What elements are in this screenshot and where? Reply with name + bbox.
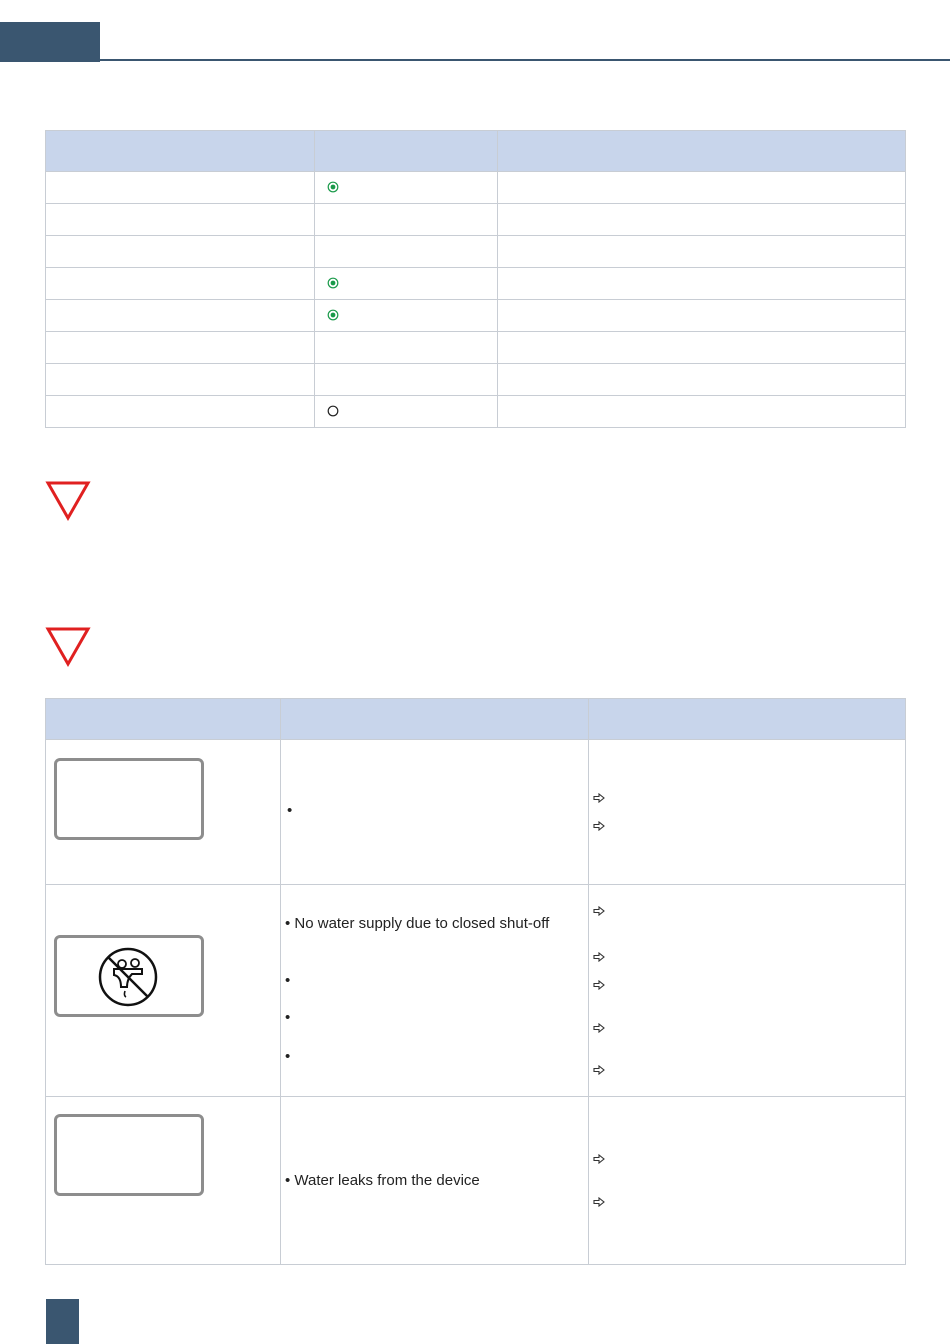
arrow-right-icon xyxy=(593,906,605,916)
table-row xyxy=(46,236,906,268)
cause-cell xyxy=(281,1097,589,1265)
status-cell xyxy=(46,236,315,268)
table-row xyxy=(46,300,906,332)
indicator-cell xyxy=(315,236,498,268)
cause-text: • xyxy=(285,1048,291,1065)
table-row xyxy=(46,204,906,236)
indicator-active-icon xyxy=(327,277,339,289)
status-cell xyxy=(498,236,906,268)
table-row xyxy=(46,885,906,1097)
display-frame xyxy=(54,935,204,1017)
table-row xyxy=(46,332,906,364)
status-cell xyxy=(498,268,906,300)
table-row xyxy=(46,740,906,885)
status-cell xyxy=(46,172,315,204)
arrow-right-icon xyxy=(593,1023,605,1033)
arrow-right-icon xyxy=(593,980,605,990)
table-row xyxy=(46,1097,906,1265)
status-cell xyxy=(46,268,315,300)
table-row xyxy=(46,268,906,300)
table-row xyxy=(46,172,906,204)
table-row xyxy=(46,396,906,428)
warning-triangle-icon xyxy=(45,480,91,522)
indicator-cell xyxy=(315,204,498,236)
header-rule xyxy=(100,59,950,61)
page-number-tab xyxy=(46,1299,79,1344)
table-row xyxy=(46,364,906,396)
status-cell xyxy=(46,332,315,364)
trouble-header-cell xyxy=(46,699,281,740)
display-frame xyxy=(54,758,204,840)
status-cell xyxy=(46,396,315,428)
troubleshooting-table xyxy=(45,698,906,1265)
status-cell xyxy=(46,364,315,396)
troubleshooting-header xyxy=(46,699,906,740)
indicator-cell xyxy=(315,268,498,300)
remedy-cell xyxy=(589,1097,906,1265)
no-water-tap-icon xyxy=(97,947,159,1007)
indicator-cell xyxy=(315,364,498,396)
indicator-active-icon xyxy=(327,309,339,321)
status-cell xyxy=(498,396,906,428)
cause-text: • xyxy=(285,1009,291,1026)
status-table-header xyxy=(46,131,906,172)
cause-cell xyxy=(281,885,589,1097)
arrow-right-icon xyxy=(593,1154,605,1164)
indicator-active-icon xyxy=(327,181,339,193)
status-header-cell xyxy=(498,131,906,172)
cause-text: • Water leaks from the device xyxy=(285,1172,480,1189)
display-cell xyxy=(46,1097,281,1265)
cause-cell xyxy=(281,740,589,885)
arrow-right-icon xyxy=(593,793,605,803)
arrow-right-icon xyxy=(593,1065,605,1075)
display-frame xyxy=(54,1114,204,1196)
warning-triangle-icon xyxy=(45,626,91,668)
arrow-right-icon xyxy=(593,1197,605,1207)
display-cell xyxy=(46,885,281,1097)
indicator-cell xyxy=(315,332,498,364)
status-cell xyxy=(498,204,906,236)
status-cell xyxy=(498,332,906,364)
indicator-inactive-icon xyxy=(327,405,339,417)
indicator-cell xyxy=(315,300,498,332)
trouble-header-cell xyxy=(589,699,906,740)
status-cell xyxy=(498,364,906,396)
cause-text: • No water supply due to closed shut-off xyxy=(285,915,550,932)
remedy-cell xyxy=(589,740,906,885)
remedy-cell xyxy=(589,885,906,1097)
arrow-right-icon xyxy=(593,952,605,962)
cause-text: • xyxy=(285,972,291,989)
status-cell xyxy=(46,300,315,332)
indicator-cell xyxy=(315,172,498,204)
status-cell xyxy=(498,300,906,332)
indicator-cell xyxy=(315,396,498,428)
cause-bullet: • xyxy=(287,802,293,819)
arrow-right-icon xyxy=(593,821,605,831)
status-cell xyxy=(498,172,906,204)
trouble-header-cell xyxy=(281,699,589,740)
status-table xyxy=(45,130,906,428)
status-header-cell xyxy=(315,131,498,172)
status-header-cell xyxy=(46,131,315,172)
header-tab xyxy=(0,22,100,62)
display-cell xyxy=(46,740,281,885)
status-cell xyxy=(46,204,315,236)
